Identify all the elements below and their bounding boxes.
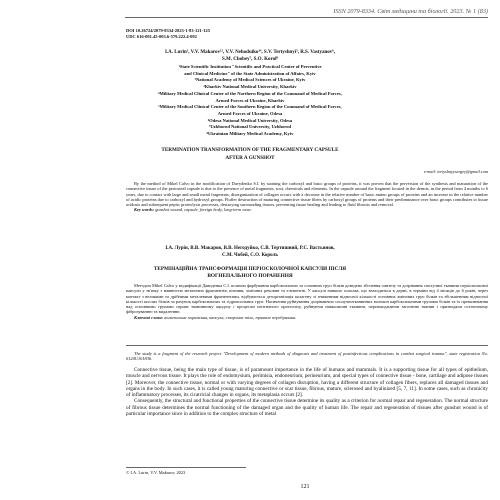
section-rule	[126, 345, 488, 346]
title-en-line-2: AFTER A GUNSHOT	[225, 155, 275, 161]
author-email: e-mail: tertyshnyysergey@gmail.com	[423, 169, 488, 174]
affiliation-line: ⁴Military Medical Clinical Center of the Northern Region of the Command of Medical Forces,	[158, 90, 342, 96]
body-paragraph-2: Consequently, the structural and functional properties of the connective tissue determine its quality as a criterion for normal repair and regeneration. The normal structure of fibrous tissue determines the normal functioning of the damaged organ and the quality of human life. The repair and regeneration of tissues after gunshot wound is of particular importance since in addition to the complex structure of metal	[126, 398, 488, 418]
copyright: © I.A. Lurin, V.V. Makarov, 2023	[126, 470, 186, 475]
abstract-en	[126, 181, 488, 213]
keywords-ua-text: вогнепальне поранення, капсула, стороннє тіло, тривале перебування.	[164, 314, 297, 320]
authors-ua	[128, 246, 372, 259]
page-number: 121	[300, 484, 310, 490]
affiliation-line: Armed Forces of Ukraine, Odesa	[217, 110, 283, 116]
authors-en-line-2: S.M. Chobey⁷, S.O. Korol⁸	[222, 56, 278, 62]
authors-ua-line-2: С.М. Чобей, С.О. Король	[221, 252, 279, 258]
keywords-en-label: Key words:	[134, 207, 155, 213]
keywords-en	[126, 207, 488, 212]
footnote-rule	[126, 467, 246, 468]
authors-ua-line-1: І.А. Лурін, В.В. Макаров, В.В. Негодуйко, С.В. Тертишний, Р.С. Вастьянов,	[165, 246, 335, 251]
affiliation-line: and Clinical Medicine" of the State Administration of Affairs, Kyiv	[184, 70, 316, 76]
affiliation-line: ¹State Scientific Institution "Scientific and Practical Center of Preventive	[178, 64, 322, 69]
affiliation-line: ⁷Uzhhorod National University, Uzhhorod	[208, 124, 292, 130]
title-en	[128, 146, 372, 162]
abstract-ua	[126, 283, 488, 320]
affiliation-line: ³Kharkiv National Medical University, Kharkiv	[203, 84, 297, 90]
body-paragraph-1: Connective tissue, being the main type of tissue, is of paramount importance in the life of humans and mammals. It is a supporting tissue for all types of epithelium, muscle and nervous tissue. It plays the role of endomysium, perimisia, endoneurium, perineurium, and special types of connective tissue - bone, cartilage and adipose tissues [2]. Moreover, the connective tissue, normal or with varying degrees of collagen disruption, having a different structure of collagen fibers, replaces all damaged tissues and organs in the body. In such cases, it is called young maturing connective or scar tissue, fibrous, mature, sclerosed and hyalinized [5, 7, 11]. In some cases, such as chronicity of inflammatory processes, its cicatricial changes in organs, its metaplasia occurs [2].	[126, 367, 488, 399]
affiliation-line: ⁶Odesa National Medical University, Odesa	[207, 117, 293, 123]
abstract-ua-text: Методом Mikel Calvo у модифікації Давиденка С.І. шляхом фарбування карбоксильних та основних груп білків доведено збочення синтезу та дозрівання сполучної тканини періосколкової капсули у зв'язку з наявністю металевих фрагментів, кіптяви, хімічних речовин та елементів. У капсулі навколо осколка, що знаходиться в дермі, в терміни від 4 місяців до 6 років, через контакт з великими та дрібними металевими фрагментами, відбувається дезорганізація колагену зі зниженням відносної кількості основних амінових груп білків та збільшенням відносної кількості кислих білків за рахунок карбоксильних та гідроксильних груп. Насичення руйнування дозріваючих сполучнотканинних волокон карбоксильними групами білків та їх превалювання над основними групами сприяє тканинному ацидозу і процесам пептичного протеолізу, руйнуючи навколишні тканини, перешкоджаючи загоєнню тканин і призводячи остаточному фіброзуванню та видаленню.	[126, 283, 488, 315]
title-ua	[128, 266, 372, 280]
id-block	[126, 28, 210, 40]
journal-header: ISSN 2079-8334. Світ медицини та біології. 2023. № 1 (83)	[333, 8, 488, 15]
study-note	[126, 351, 488, 362]
keywords-ua-label: Ключові слова:	[134, 314, 164, 320]
affiliation-line: Armed Forces of Ukraine, Kharkiv	[215, 97, 285, 103]
body-text	[126, 367, 488, 417]
abstract-en-text: By the method of Mikel Calvo in the modification of Davydenko S.I. by staining the carboxyl and basic groups of proteins, it was proven that the perversion of the synthesis and maturation of the connective tissue of the periosteal capsule is due to the presence of metal fragments, soot, chemicals and elements. In the capsule around the fragment located in the dermis, in the period from 4 months to 6 years, due to contact with large and small metal fragments, disorganization of collagen occurs with a decrease in the relative number of basic amino groups of proteins and an increase in the relative number of acidic proteins due to carboxyl and hydroxyl groups. Fluffer destruction of maturing connective tissue fibers by carboxyl groups of proteins and their predominance over basic groups contributes to tissue acidosis and subsequent peptic proteolysis processes, destroying surrounding tissues, preventing tissue healing and leading to fluid fibrosis and removal.	[126, 181, 488, 208]
affiliation-line: ⁵Military Medical Clinical Center of the Southern Region of the Command of Medical Forces,	[158, 104, 342, 110]
affiliations	[128, 64, 372, 138]
keywords-ua	[126, 315, 488, 320]
doi: DOI 10.26724/2079-8334-2023-1-83-121-125	[126, 28, 210, 33]
affiliation-line: ²National Academy of Medical Sciences of Ukraine, Kyiv	[194, 77, 306, 83]
keywords-en-text: gunshot wound, capsule, foreign body, long-term wear.	[155, 207, 252, 213]
affiliation-line: ⁸Ukrainian Military Medical Academy, Kyiv	[206, 131, 294, 137]
header-rule	[125, 17, 488, 18]
study-note-text: The study is a fragment of the research project "Development of modern methods of diagnosis and treatment of postinfectious complications in combat surgical trauma", state registration No. 0120U101836.	[126, 351, 488, 362]
title-ua-line-2: ВОГНЕПАЛЬНОГО ПОРАНЕННЯ	[207, 273, 293, 279]
authors-en-line-1: I.A. Lurin¹, V.V. Makarov¹², V.V. Nehoduiko³⁴, S.V. Tertyshnyi⁵, R.S. Vastyanov⁶,	[164, 50, 336, 55]
title-ua-line-1: ТЕРМІНАЦІЙНА ТРАНСФОРМАЦІЯ ПЕРІОСКОЛОЧНОЇ КАПСУЛИ ПІСЛЯ	[153, 266, 347, 272]
udc: UDC 616-001.45-003.6-579.222.4-092	[126, 34, 197, 39]
authors-en	[128, 50, 372, 63]
title-en-line-1: TERMINATION TRANSFORMATION OF THE FRAGMENTARY CAPSULE	[161, 147, 339, 153]
